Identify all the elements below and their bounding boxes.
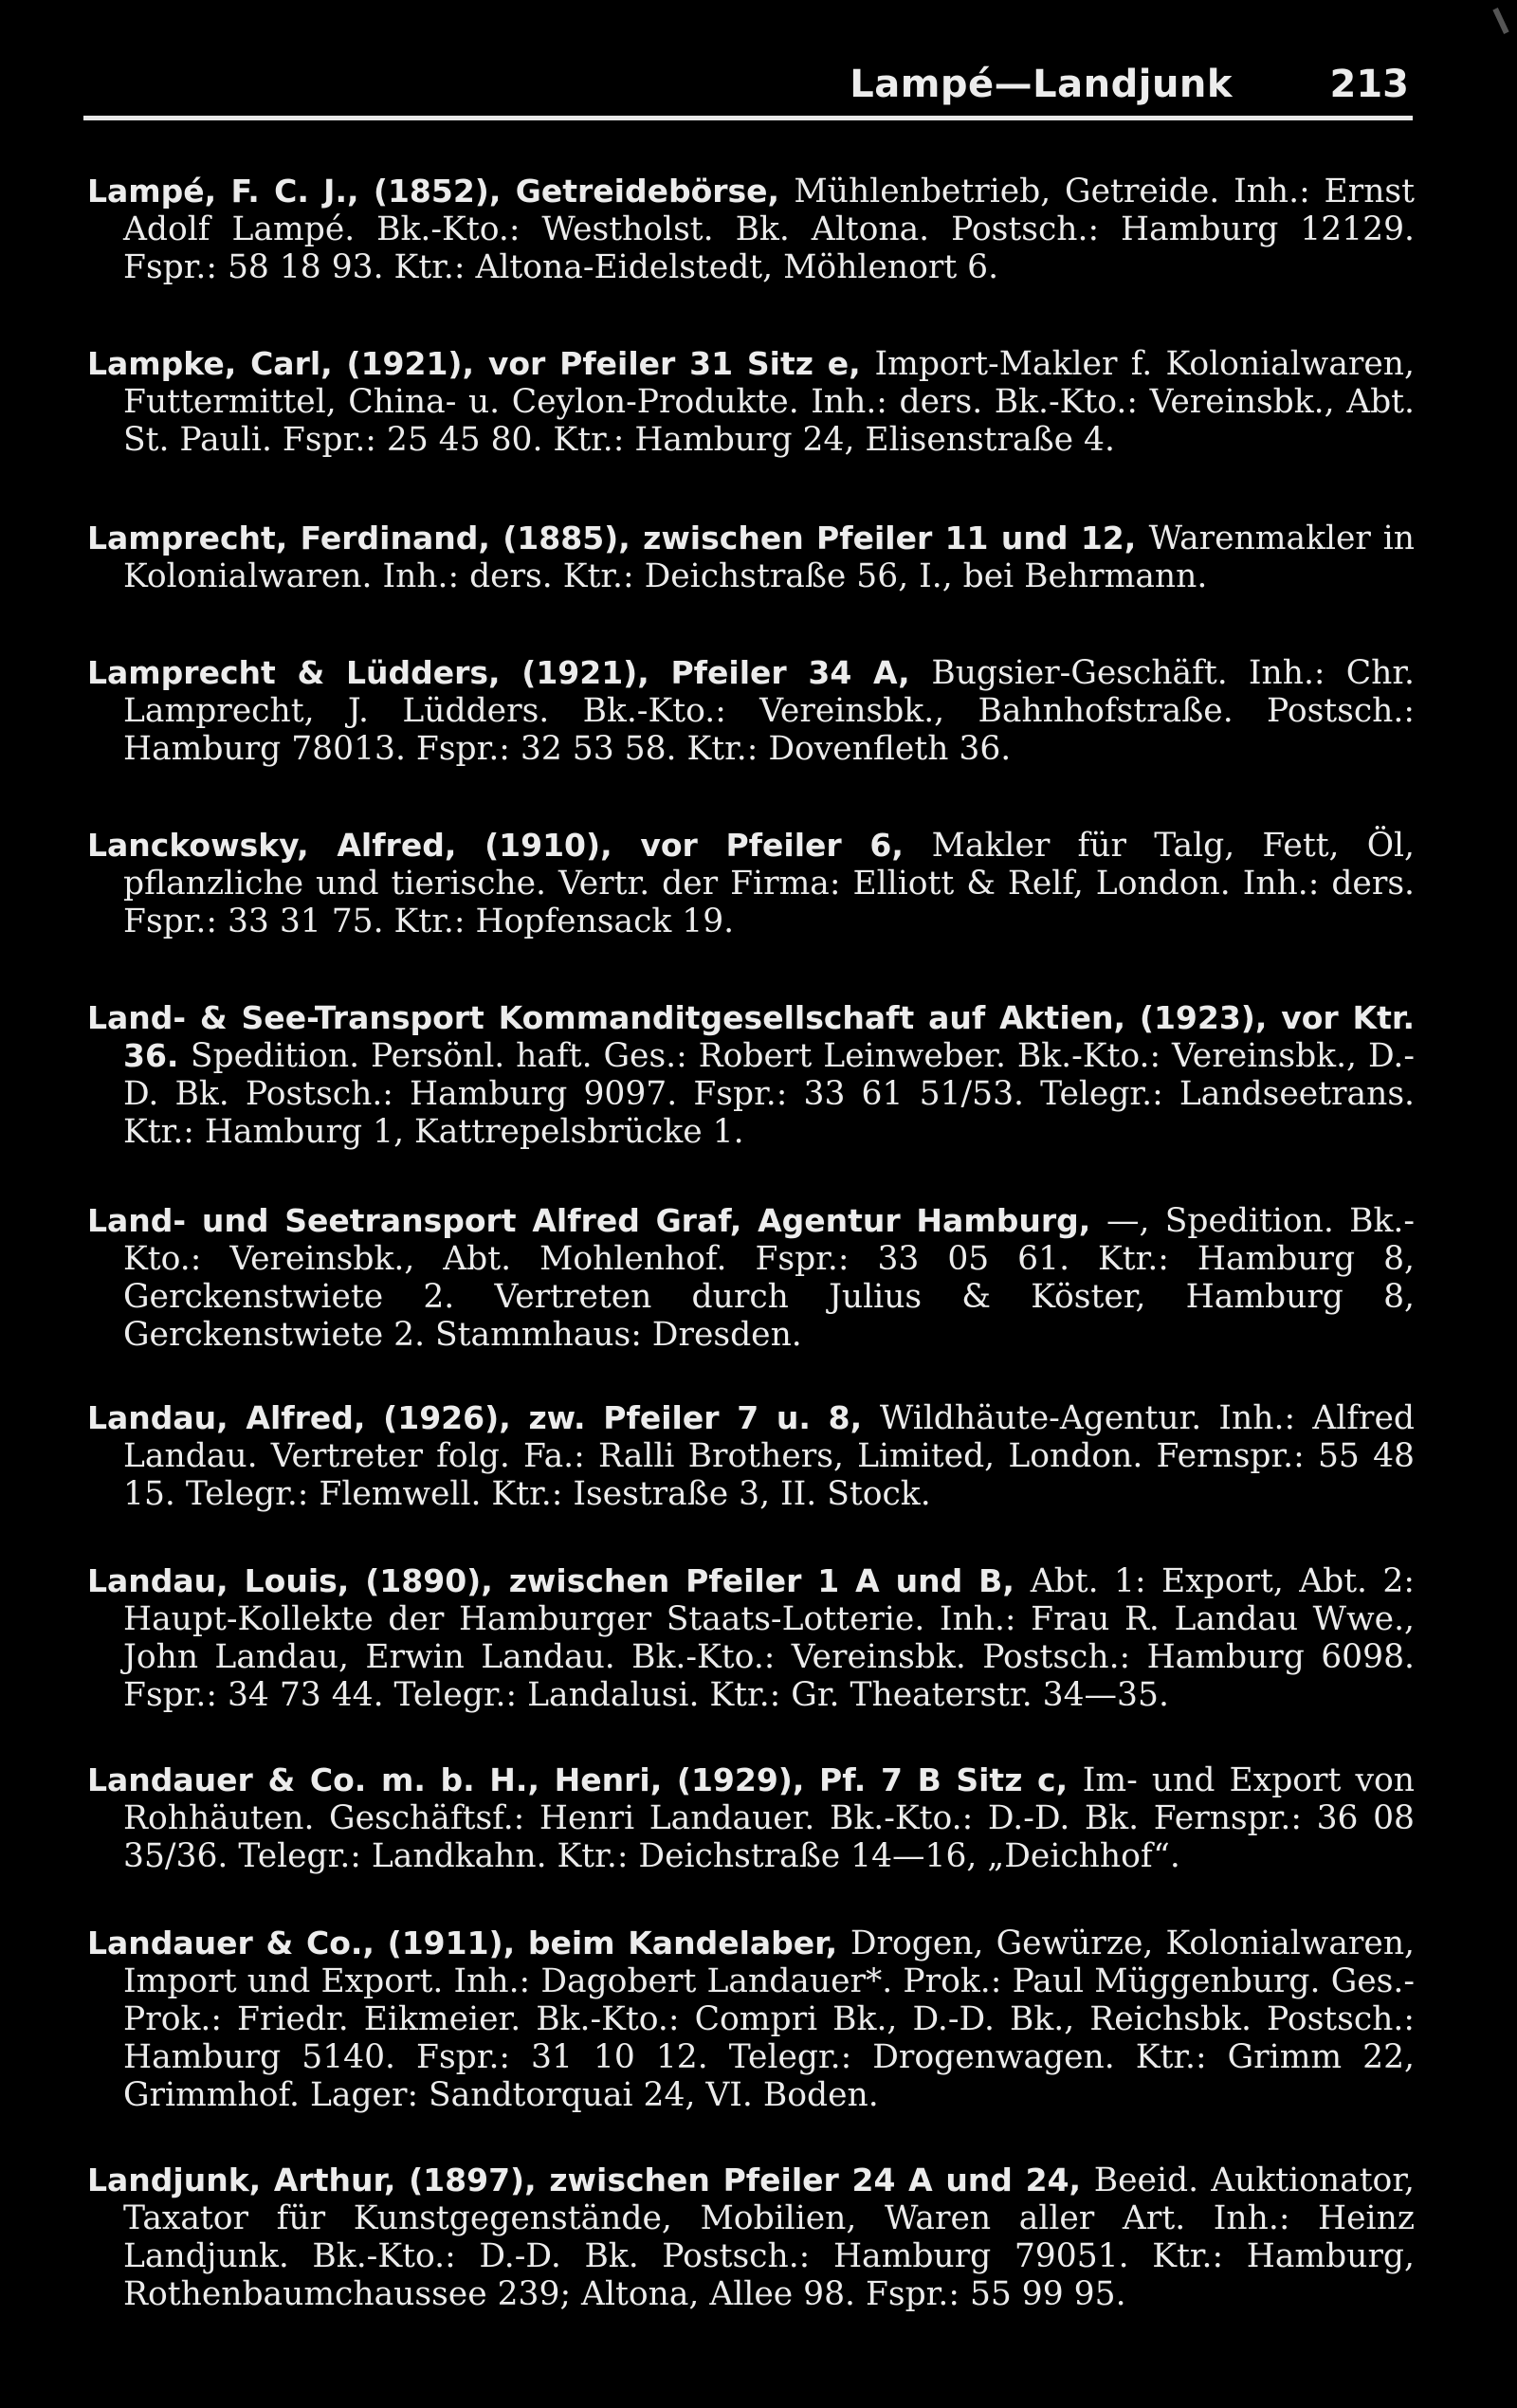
entry-body: Spedition. Persönl. haft. Ges.: Robert Leinweber. Bk.-Kto.: Vereinsbk., D.-D. Bk. Postsch.: Hamburg 9097. Fspr.: 33 61 51/53. Telegr.: Landseetrans. Ktr.: Hamburg 1, Kattrepelsbrücke 1. xyxy=(123,1037,1416,1151)
scan-mark xyxy=(1492,8,1508,34)
entry-landau-louis xyxy=(87,1562,1415,1714)
entry-body: Mühlenbetrieb, Getreide. Inh.: Ernst Adolf Lampé. Bk.-Kto.: Westholst. Bk. Altona. Postsch.: Hamburg 12129. Fspr.: 58 18 93. Ktr.: Altona-Eidelstedt, Möhlenort 6. xyxy=(123,173,1415,286)
entry-body: Makler für Talg, Fett, Öl, pflanzliche und tierische. Vertr. der Firma: Elliott & Relf, London. Inh.: ders. Fspr.: 33 31 75. Ktr.: Hopfensack 19. xyxy=(123,827,1415,940)
entry-body: Warenmakler in Kolonialwaren. Inh.: ders. Ktr.: Deichstraße 56, I., bei Behrmann. xyxy=(123,520,1415,595)
page-number: 213 xyxy=(1329,63,1409,106)
entry-lanckowsky xyxy=(87,827,1415,940)
entry-heading: Lanckowsky, Alfred, (1910), vor Pfeiler 6, xyxy=(87,827,932,864)
entry-land-see-transport xyxy=(87,999,1415,1151)
entry-body: Wildhäute-Agentur. Inh.: Alfred Landau. Vertreter folg. Fa.: Ralli Brothers, Limited, London. Fernspr.: 55 48 15. Telegr.: Flemwell. Ktr.: Isestraße 3, II. Stock. xyxy=(123,1399,1415,1513)
entry-heading: Land- und Seetransport Alfred Graf, Agentur Hamburg, xyxy=(87,1202,1107,1239)
entry-landau-alfred xyxy=(87,1399,1415,1513)
entry-heading: Landauer & Co., (1911), beim Kandelaber, xyxy=(87,1925,850,1961)
entry-heading: Landjunk, Arthur, (1897), zwischen Pfeiler 24 A und 24, xyxy=(87,2162,1094,2198)
entry-body: Beeid. Auktionator, Taxator für Kunstgegenstände, Mobilien, Waren aller Art. Inh.: Heinz Landjunk. Bk.-Kto.: D.-D. Bk. Postsch.: Hamburg 79051. Ktr.: Hamburg, Rothenbaumchaussee 239; Altona, Allee 98. Fspr.: 55 99 95. xyxy=(123,2162,1416,2313)
entry-lamprecht-ferdinand xyxy=(87,520,1415,595)
entry-landauer-henri xyxy=(87,1761,1415,1875)
entry-heading: Landau, Alfred, (1926), zw. Pfeiler 7 u. 8, xyxy=(87,1399,880,1436)
entry-heading: Landau, Louis, (1890), zwischen Pfeiler 1 A und B, xyxy=(87,1562,1031,1599)
running-head: Lampé—Landjunk xyxy=(850,63,1233,106)
entry-lampe xyxy=(87,173,1415,286)
entry-heading: Lamprecht, Ferdinand, (1885), zwischen Pfeiler 11 und 12, xyxy=(87,520,1149,556)
entry-body: Import-Makler f. Kolonialwaren, Futtermittel, China- u. Ceylon-Produkte. Inh.: ders. Bk.-Kto.: Vereinsbk., Abt. St. Pauli. Fspr.: 25 45 80. Ktr.: Hamburg 24, Elisenstraße 4. xyxy=(123,345,1415,459)
entry-body: —, Spedition. Bk.-Kto.: Vereinsbk., Abt. Mohlenhof. Fspr.: 33 05 61. Ktr.: Hamburg 8, Gerckenstwiete 2. Vertreten durch Julius & Köster, Hamburg 8, Gerckenstwiete 2. Stammhaus: Dresden. xyxy=(123,1202,1415,1354)
entry-landauer-co xyxy=(87,1925,1415,2114)
entry-land-und-seetransport xyxy=(87,1202,1415,1354)
entry-body: Abt. 1: Export, Abt. 2: Haupt-Kollekte der Hamburger Staats-Lotterie. Inh.: Frau R. Landau Wwe., John Landau, Erwin Landau. Bk.-Kto.: Vereinsbk. Postsch.: Hamburg 6098. Fspr.: 34 73 44. Telegr.: Landalusi. Ktr.: Gr. Theaterstr. 34—35. xyxy=(123,1562,1415,1714)
entry-lampke xyxy=(87,345,1415,459)
entry-body: Bugsier-Geschäft. Inh.: Chr. Lamprecht, J. Lüdders. Bk.-Kto.: Vereinsbk., Bahnhofstraße. Postsch.: Hamburg 78013. Fspr.: 32 53 58. Ktr.: Dovenfleth 36. xyxy=(123,654,1415,768)
entry-lamprecht-luedders xyxy=(87,654,1415,768)
entry-body: Im- und Export von Rohhäuten. Geschäftsf.: Henri Landauer. Bk.-Kto.: D.-D. Bk. Fernspr.: 36 08 35/36. Telegr.: Landkahn. Ktr.: Deichstraße 14—16, „Deichhof“. xyxy=(123,1761,1415,1875)
page-header xyxy=(83,59,1413,120)
entry-heading: Landauer & Co. m. b. H., Henri, (1929), Pf. 7 B Sitz c, xyxy=(87,1761,1083,1798)
entry-heading: Lampé, F. C. J., (1852), Getreidebörse, xyxy=(87,173,795,210)
entry-heading: Lamprecht & Lüdders, (1921), Pfeiler 34 A, xyxy=(87,654,932,691)
entry-body: Drogen, Gewürze, Kolonialwaren, Import und Export. Inh.: Dagobert Landauer*. Prok.: Paul Müggenburg. Ges.-Prok.: Friedr. Eikmeier. Bk.-Kto.: Compri Bk., D.-D. Bk., Reichsbk. Postsch.: Hamburg 5140. Fspr.: 31 10 12. Telegr.: Drogenwagen. Ktr.: Grimm 22, Grimmhof. Lager: Sandtorquai 24, VI. Boden. xyxy=(123,1925,1415,2114)
entry-heading: Land- & See-Transport Kommanditgesellschaft auf Aktien, (1923), vor Ktr. 36. xyxy=(87,999,1415,1074)
entry-landjunk xyxy=(87,2162,1415,2313)
entry-heading: Lampke, Carl, (1921), vor Pfeiler 31 Sitz e, xyxy=(87,345,875,382)
